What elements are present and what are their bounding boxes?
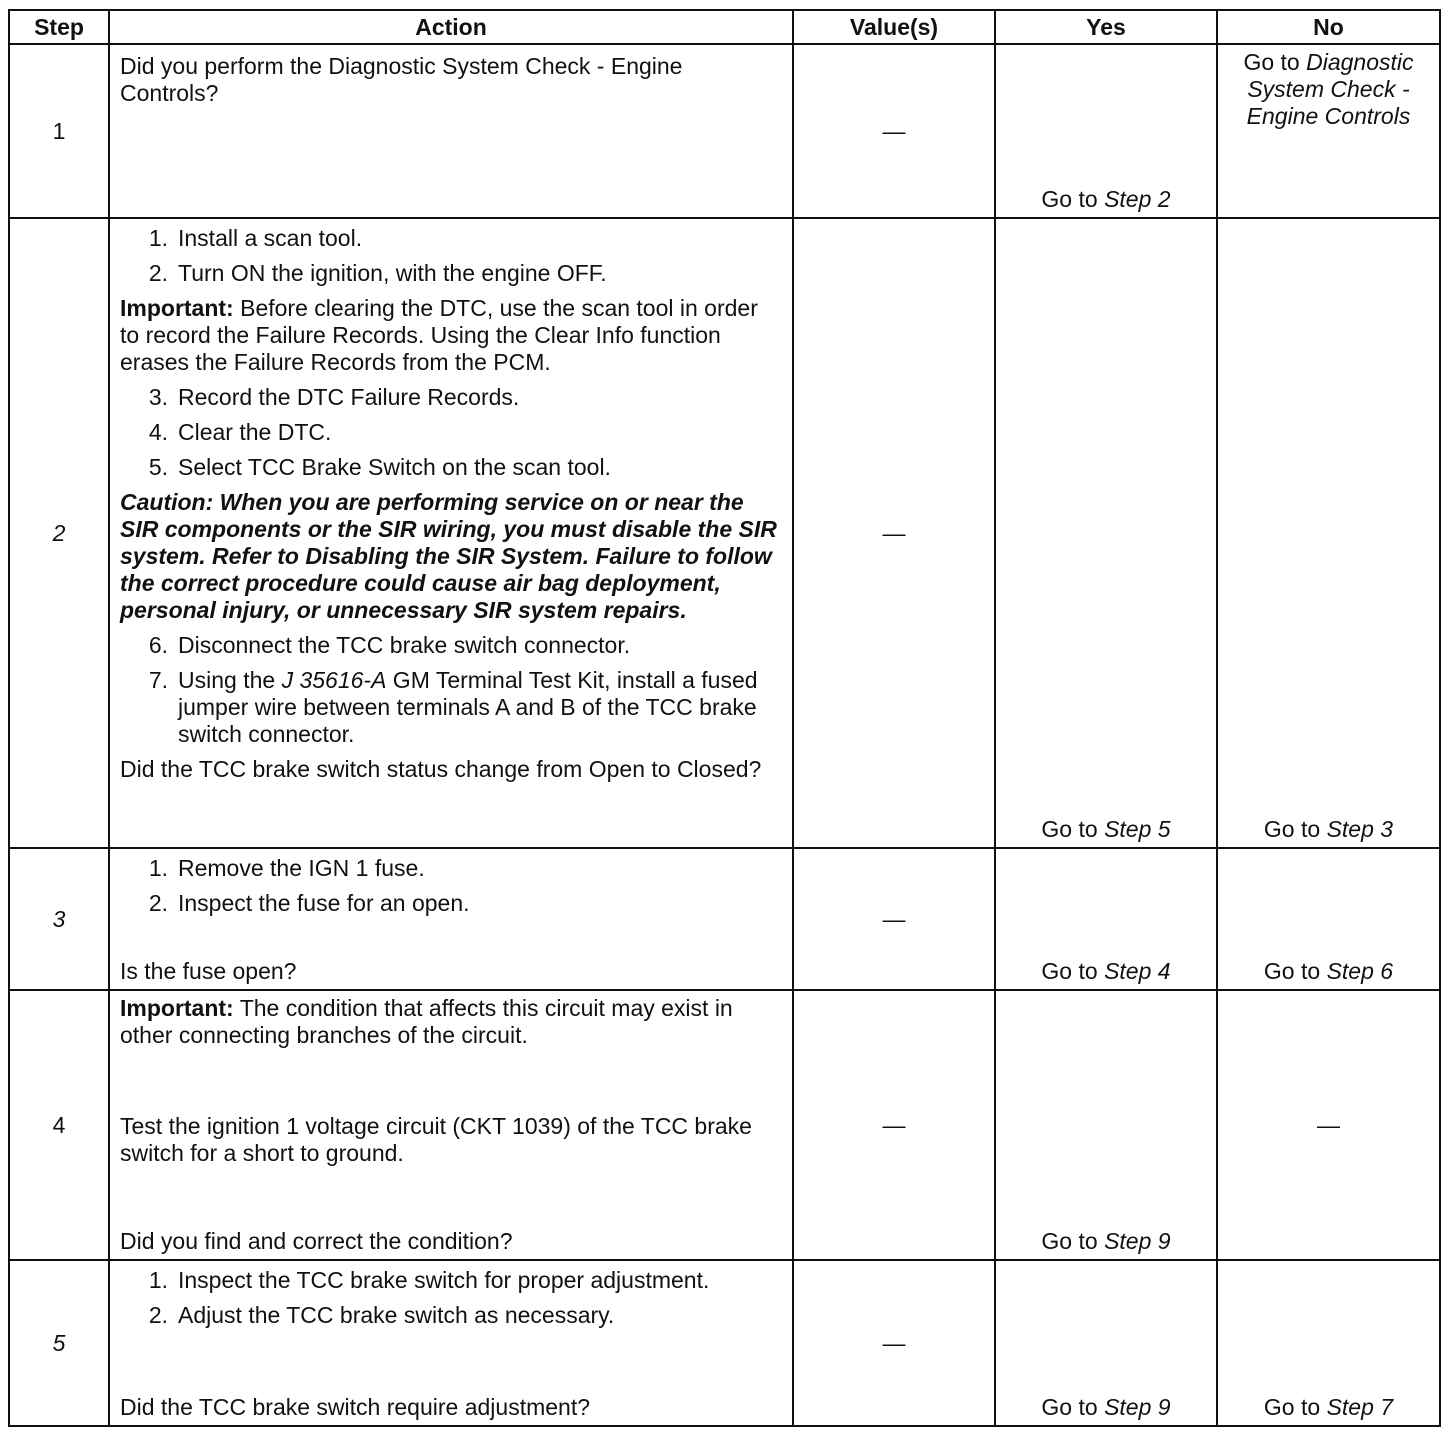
item-text: Inspect the TCC brake switch for proper adjustment. <box>178 1267 710 1293</box>
list-item <box>120 667 778 748</box>
table-row-step-5 <box>9 1260 1440 1426</box>
step-cell <box>9 44 109 218</box>
item-text-post: GM Terminal Test Kit, install a fused jumper wire between terminals A and B of the TCC brake switch connector. <box>178 667 758 747</box>
list-item <box>120 419 778 446</box>
goto-label: Go to <box>1263 816 1321 842</box>
goto-label: Go to <box>1263 958 1321 984</box>
goto-label: Go to <box>1041 958 1098 984</box>
yes-cell <box>995 1260 1217 1426</box>
important-text: Before clearing the DTC, use the scan tool in order to record the Failure Records. Using the Clear Info function erases the Failure Records from the PCM. <box>120 295 758 375</box>
action-question: Did you find and correct the condition? <box>120 1228 513 1254</box>
item-text-pre: Using the <box>178 667 282 693</box>
no-cell <box>1217 848 1440 990</box>
header-step: Step <box>9 10 109 44</box>
list-item <box>120 454 778 481</box>
list-item <box>120 632 778 659</box>
item-number: 1. <box>148 1267 168 1293</box>
no-goto[interactable] <box>1218 958 1439 985</box>
item-text: Inspect the fuse for an open. <box>178 890 470 916</box>
header-action: Action <box>109 10 793 44</box>
item-number: 5. <box>148 454 168 480</box>
item-number: 1. <box>148 855 168 881</box>
item-text: Select TCC Brake Switch on the scan tool. <box>178 454 611 480</box>
no-cell <box>1217 1260 1440 1426</box>
step-number: 4 <box>52 1111 66 1138</box>
action-cell <box>109 218 793 848</box>
item-number: 3. <box>148 384 168 410</box>
diagnostic-table <box>8 9 1441 1427</box>
list-item <box>120 1267 778 1294</box>
goto-target: Step 9 <box>1104 1394 1171 1420</box>
item-number: 2. <box>148 890 168 916</box>
item-text: Install a scan tool. <box>178 225 363 251</box>
no-goto[interactable] <box>1218 45 1439 130</box>
goto-target: Step 9 <box>1104 1228 1171 1254</box>
value-dash: — <box>882 117 906 144</box>
goto-label: Go to <box>1243 49 1300 75</box>
goto-target: Step 4 <box>1104 958 1171 984</box>
item-text: Turn ON the ignition, with the engine OFF. <box>178 260 607 286</box>
step-cell <box>9 1260 109 1426</box>
header-yes: Yes <box>995 10 1217 44</box>
important-text: The condition that affects this circuit may exist in other connecting branches of the circuit. <box>120 995 733 1048</box>
action-question: Did the TCC brake switch status change from Open to Closed? <box>120 756 762 782</box>
value-cell <box>793 218 995 848</box>
table-row-step-3 <box>9 848 1440 990</box>
goto-target: Step 7 <box>1326 1394 1394 1420</box>
action-cell <box>109 990 793 1260</box>
action-question: Did you perform the Diagnostic System Check - Engine Controls? <box>120 53 683 106</box>
item-text: Record the DTC Failure Records. <box>178 384 520 410</box>
no-cell <box>1217 990 1440 1260</box>
action-cell <box>109 1260 793 1426</box>
yes-goto[interactable] <box>996 1394 1216 1421</box>
yes-goto[interactable] <box>996 958 1216 985</box>
header-no: No <box>1217 10 1440 44</box>
no-cell <box>1217 218 1440 848</box>
step-cell <box>9 218 109 848</box>
step-cell <box>9 848 109 990</box>
item-number: 6. <box>148 632 168 658</box>
value-dash: — <box>882 1111 906 1138</box>
action-question: Is the fuse open? <box>120 958 297 984</box>
item-number: 2. <box>148 1302 168 1328</box>
goto-label: Go to <box>1041 1228 1098 1254</box>
value-cell <box>793 848 995 990</box>
yes-cell <box>995 990 1217 1260</box>
tool-number: J 35616-A <box>281 667 387 693</box>
table-row-step-2 <box>9 218 1440 848</box>
goto-target: Step 6 <box>1326 958 1394 984</box>
step-number: 5 <box>52 1329 66 1356</box>
no-goto[interactable] <box>1218 1394 1439 1421</box>
value-cell <box>793 1260 995 1426</box>
caution-note: Caution: When you are performing service on or near the SIR components or the SIR wiring, you must disable the SIR system. Refer to Disabling the SIR System. Failure to follow the correct procedure could cause air bag deployment, personal injury, or unnecessary SIR system repairs. <box>120 489 777 623</box>
value-dash: — <box>882 905 906 932</box>
action-body: Test the ignition 1 voltage circuit (CKT 1039) of the TCC brake switch for a short to ground. <box>120 1113 752 1166</box>
step-number: 2 <box>52 519 66 546</box>
item-text: Clear the DTC. <box>178 419 332 445</box>
action-question: Did the TCC brake switch require adjustment? <box>120 1394 591 1420</box>
item-number: 4. <box>148 419 168 445</box>
goto-target: Step 3 <box>1326 816 1394 842</box>
step-number: 1 <box>52 117 66 144</box>
value-dash: — <box>882 1329 906 1356</box>
value-cell <box>793 990 995 1260</box>
item-number: 1. <box>148 225 168 251</box>
header-values: Value(s) <box>793 10 995 44</box>
step-number: 3 <box>52 905 66 932</box>
list-item <box>120 384 778 411</box>
list-item <box>120 225 778 252</box>
item-text: Disconnect the TCC brake switch connector. <box>178 632 631 658</box>
goto-target: Diagnostic System Check - Engine Controls <box>1246 49 1414 129</box>
important-note <box>120 295 778 376</box>
important-label: Important: <box>120 295 234 321</box>
yes-cell <box>995 848 1217 990</box>
goto-label: Go to <box>1041 186 1098 212</box>
no-dash: — <box>1317 1111 1340 1138</box>
goto-target: Step 5 <box>1104 816 1171 842</box>
list-item <box>120 855 778 882</box>
item-text: Adjust the TCC brake switch as necessary. <box>178 1302 615 1328</box>
goto-label: Go to <box>1041 1394 1098 1420</box>
step-cell <box>9 990 109 1260</box>
table-row-step-4 <box>9 990 1440 1260</box>
item-text: Remove the IGN 1 fuse. <box>178 855 425 881</box>
goto-label: Go to <box>1041 816 1098 842</box>
yes-goto[interactable] <box>996 816 1216 843</box>
list-item <box>120 890 778 917</box>
goto-label: Go to <box>1263 1394 1321 1420</box>
goto-target: Step 2 <box>1104 186 1171 212</box>
important-label: Important: <box>120 995 234 1021</box>
no-cell <box>1217 44 1440 218</box>
value-dash: — <box>882 519 906 546</box>
value-cell <box>793 44 995 218</box>
important-note <box>120 991 778 1049</box>
yes-cell <box>995 44 1217 218</box>
list-item <box>120 260 778 287</box>
list-item <box>120 1302 778 1329</box>
item-text <box>178 667 778 748</box>
yes-goto[interactable] <box>996 186 1216 213</box>
table-row-step-1 <box>9 44 1440 218</box>
header-row <box>9 10 1440 44</box>
no-goto[interactable] <box>1218 816 1439 843</box>
action-cell <box>109 848 793 990</box>
yes-cell <box>995 218 1217 848</box>
yes-goto[interactable] <box>996 1228 1216 1255</box>
item-number: 2. <box>148 260 168 286</box>
action-cell <box>109 44 793 218</box>
item-number: 7. <box>148 667 168 693</box>
